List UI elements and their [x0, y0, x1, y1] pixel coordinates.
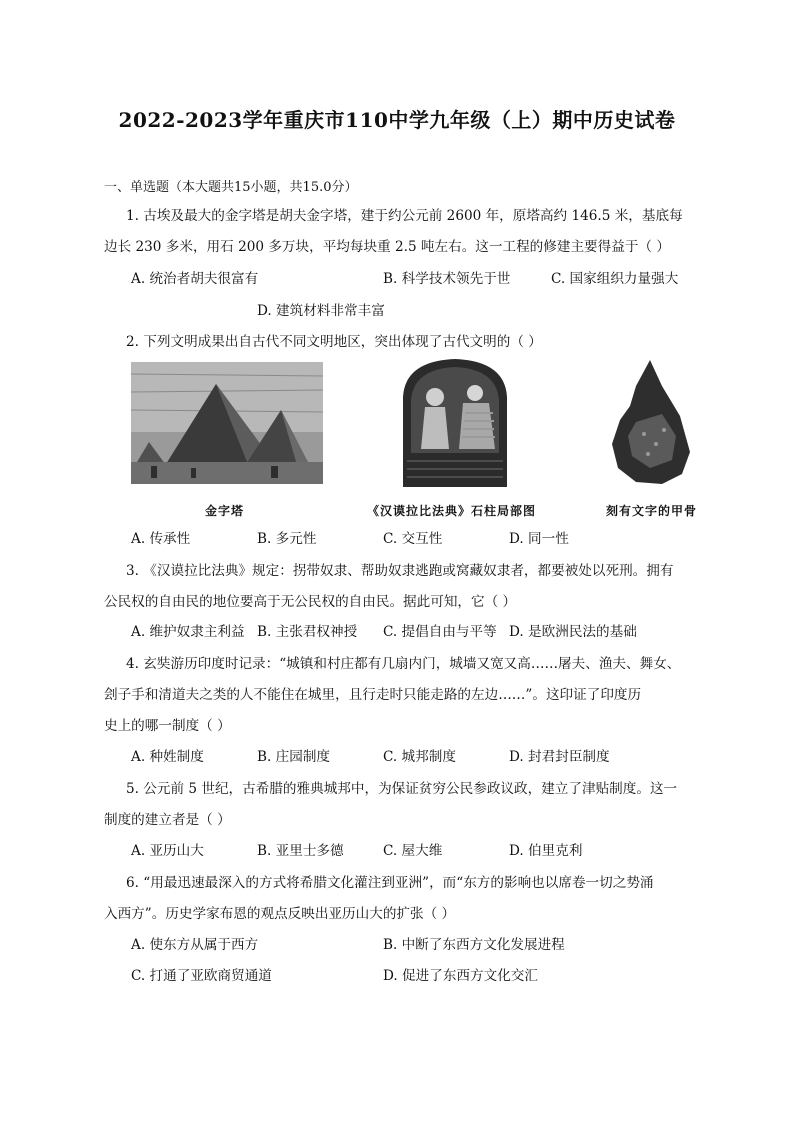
option-a: A. 维护奴隶主利益: [131, 624, 245, 640]
page-title: 2022-2023学年重庆市110中学九年级（上）期中历史试卷: [118, 108, 676, 132]
section-heading: 一、单选题（本大题共15小题，共15.0分）: [104, 180, 358, 195]
question-text: 边长 230 多米，用石 200 多万块，平均每块重 2.5 吨左右。这一工程的修建主要得益于（ ）: [104, 239, 670, 255]
option-a: A. 统治者胡夫很富有: [131, 271, 259, 287]
option-b: B. 科学技术领先于世: [383, 271, 511, 287]
question-text: 6. “用最迅速最深入的方式将希腊文化灌注到亚洲”，而“东方的影响也以席卷一切之势涌: [126, 875, 654, 891]
question-text: 3. 《汉谟拉比法典》规定：拐带奴隶、帮助奴隶逃跑或窝藏奴隶者，都要被处以死刑。拥有: [126, 563, 674, 579]
question-text: 公民权的自由民的地位要高于无公民权的自由民。据此可知，它（ ）: [104, 594, 517, 610]
option-c: C. 屋大维: [383, 843, 443, 859]
option-d: D. 同一性: [509, 531, 569, 547]
question-text: 5. 公元前 5 世纪，古希腊的雅典城邦中，为保证贫穷公民参政议政，建立了津贴制度。这一: [126, 781, 678, 797]
question-text: 制度的建立者是（ ）: [104, 812, 231, 828]
hammurabi-stele-image: [399, 357, 511, 493]
option-d: D. 建筑材料非常丰富: [257, 303, 385, 319]
question-text: 2. 下列文明成果出自古代不同文明地区，突出体现了古代文明的（ ）: [126, 334, 542, 350]
option-d: D. 促进了东西方文化交汇: [383, 968, 538, 984]
question-text: 1. 古埃及最大的金字塔是胡夫金字塔，建于约公元前 2600 年，原塔高约 146.5 米，基底每: [126, 208, 683, 224]
option-b: B. 亚里士多德: [257, 843, 344, 859]
option-b: B. 中断了东西方文化发展进程: [383, 937, 565, 953]
image-caption: 金字塔: [205, 504, 245, 518]
option-a: A. 种姓制度: [131, 749, 204, 765]
option-d: D. 封君封臣制度: [509, 749, 610, 765]
option-c: C. 城邦制度: [383, 749, 456, 765]
option-a: A. 使东方从属于西方: [131, 937, 259, 953]
option-c: C. 提倡自由与平等: [383, 624, 497, 640]
image-caption: 《汉谟拉比法典》石柱局部图: [367, 504, 537, 518]
pyramid-image: [131, 362, 323, 484]
question-text: 4. 玄奘游历印度时记录：“城镇和村庄都有几扇内门，城墙又宽又高……屠夫、渔夫、舞女、: [126, 656, 681, 672]
option-d: D. 是欧洲民法的基础: [509, 624, 637, 640]
option-a: A. 传承性: [131, 531, 191, 547]
option-b: B. 庄园制度: [257, 749, 331, 765]
question-text: 入西方”。历史学家布恩的观点反映出亚历山大的扩张（ ）: [104, 906, 456, 922]
option-b: B. 多元性: [257, 531, 317, 547]
image-caption: 刻有文字的甲骨: [606, 504, 698, 518]
option-c: C. 打通了亚欧商贸通道: [131, 968, 272, 984]
option-d: D. 伯里克利: [509, 843, 583, 859]
option-a: A. 亚历山大: [131, 843, 204, 859]
question-text: 刽子手和清道夫之类的人不能住在城里，且行走时只能走路的左边……”。这印证了印度历: [104, 687, 642, 703]
oracle-bone-image: [606, 356, 696, 488]
question-text: 史上的哪一制度（ ）: [104, 718, 231, 734]
option-c: C. 国家组织力量强大: [551, 271, 679, 287]
option-c: C. 交互性: [383, 531, 443, 547]
option-b: B. 主张君权神授: [257, 624, 358, 640]
